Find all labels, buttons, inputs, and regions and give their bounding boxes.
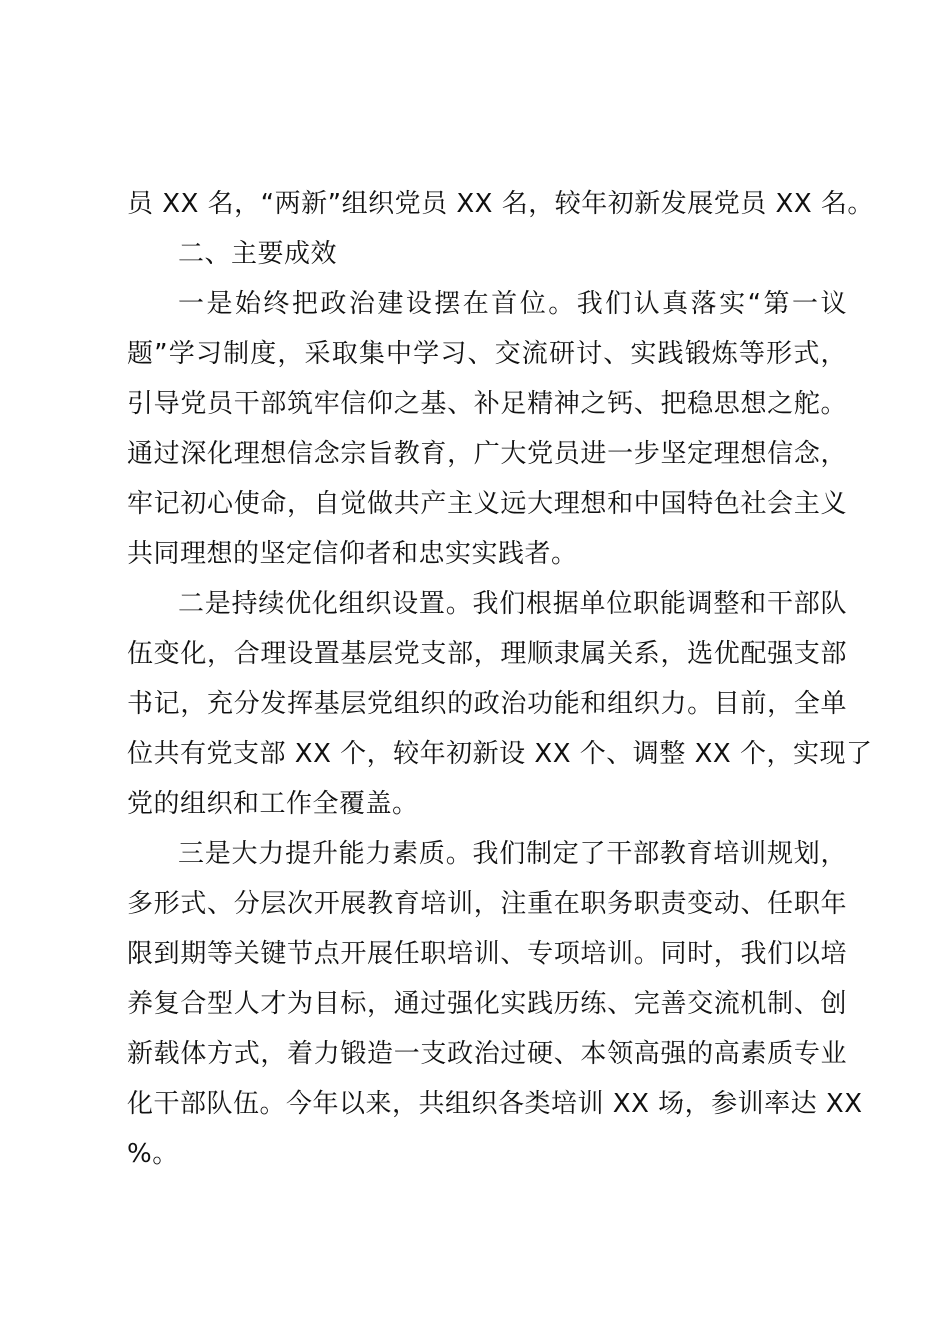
text-line: 养复合型人才为目标，通过强化实践历练、完善交流机制、创 — [127, 989, 847, 1019]
text-line: 员 XX 名，“两新”组织党员 XX 名，较年初新发展党员 XX 名。 — [127, 189, 874, 219]
text-line: 共同理想的坚定信仰者和忠实实践者。 — [127, 539, 578, 569]
text-line: 三是大力提升能力素质。我们制定了干部教育培训规划， — [178, 839, 847, 869]
text-line: 化干部队伍。今年以来，共组织各类培训 XX 场，参训率达 XX — [127, 1089, 863, 1119]
text-line: 新载体方式，着力锻造一支政治过硬、本领高强的高素质专业 — [127, 1039, 847, 1069]
text-line: 伍变化，合理设置基层党支部，理顺隶属关系，选优配强支部 — [127, 639, 847, 669]
text-line: 党的组织和工作全覆盖。 — [127, 789, 419, 819]
text-line: 引导党员干部筑牢信仰之基、补足精神之钙、把稳思想之舵。 — [127, 389, 847, 419]
text-line: 题”学习制度，采取集中学习、交流研讨、实践锻炼等形式， — [127, 339, 847, 369]
text-line: 一是始终把政治建设摆在首位。我们认真落实“第一议 — [178, 289, 847, 319]
section-heading: 二、主要成效 — [178, 239, 338, 269]
text-line: 限到期等关键节点开展任职培训、专项培训。同时，我们以培 — [127, 939, 847, 969]
text-line: %。 — [127, 1139, 179, 1169]
text-line: 多形式、分层次开展教育培训，注重在职务职责变动、任职年 — [127, 889, 847, 919]
text-line: 位共有党支部 XX 个，较年初新设 XX 个、调整 XX 个，实现了 — [127, 739, 873, 769]
text-line: 通过深化理想信念宗旨教育，广大党员进一步坚定理想信念， — [127, 439, 847, 469]
text-line: 书记，充分发挥基层党组织的政治功能和组织力。目前，全单 — [127, 689, 847, 719]
text-line: 牢记初心使命，自觉做共产主义远大理想和中国特色社会主义 — [127, 489, 847, 519]
text-line: 二是持续优化组织设置。我们根据单位职能调整和干部队 — [178, 589, 847, 619]
